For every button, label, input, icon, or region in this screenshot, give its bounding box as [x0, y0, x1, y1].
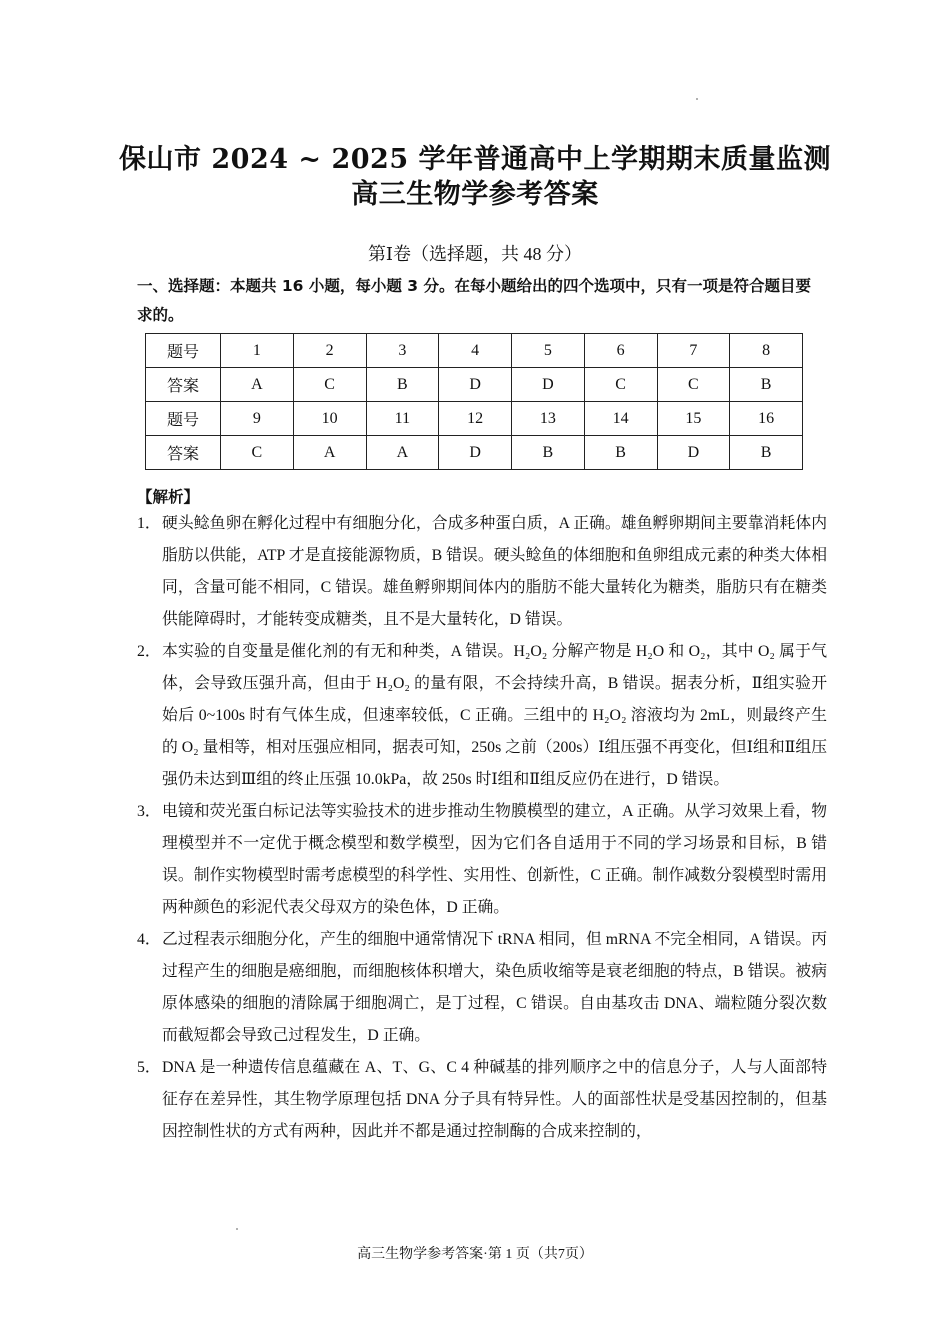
table-cell: D — [657, 436, 730, 470]
table-cell: 10 — [293, 402, 366, 436]
table-cell: D — [439, 436, 512, 470]
answer-table — [145, 333, 803, 470]
table-cell: 4 — [439, 334, 512, 368]
table-cell: D — [439, 368, 512, 402]
section-title: 第Ⅰ卷（选择题，共 48 分） — [367, 244, 583, 264]
table-cell: B — [366, 368, 439, 402]
table-cell: A — [293, 436, 366, 470]
table-cell: 7 — [657, 334, 730, 368]
item-number: 4． — [137, 931, 161, 948]
scan-speck — [696, 98, 698, 100]
table-cell: C — [584, 368, 657, 402]
table-cell: D — [512, 368, 585, 402]
item-text: 本实验的自变量是催化剂的有无和种类，A 错误。H₂O₂ 分解产物是 H₂O 和 O₂，其中 O₂ 属于气体，会导致压强升高，但由于 H₂O₂ 的量有限，不会持续升高，B 错误。据表分析，Ⅱ组实验开始后 0~100s 时有气体生成，但速率较低，C 正确。三组中的 H₂O₂ 溶液均为 2mL，则最终产生的 O₂ 量相等，相对压强应相同，据表可知，250s 之前（200s）Ⅰ组压强不再变化，但Ⅰ组和Ⅱ组压强仍未达到Ⅲ组的终止压强 10.0kPa，故 250s 时Ⅰ组和Ⅱ组反应仍在进行，D 错误。 — [162, 643, 827, 788]
row-header: 题号 — [146, 334, 221, 368]
table-cell: 8 — [730, 334, 803, 368]
table-cell: B — [730, 368, 803, 402]
row-header: 题号 — [146, 402, 221, 436]
page-footer: 高三生物学参考答案·第 1 页（共7页） — [357, 1247, 593, 1262]
table-cell: 14 — [584, 402, 657, 436]
item-text: DNA 是一种遗传信息蕴藏在 A、T、G、C 4 种碱基的排列顺序之中的信息分子，人与人面部特征存在差异性，其生物学原理包括 DNA 分子具有特异性。人的面部性状是受基因控制的，但基因控制性状的方式有两种，因此并不都是通过控制酶的合成来控制的， — [162, 1059, 827, 1140]
analysis-item — [137, 1052, 827, 1148]
table-row — [146, 368, 803, 402]
row-header: 答案 — [146, 436, 221, 470]
item-text: 电镜和荧光蛋白标记法等实验技术的进步推动生物膜模型的建立，A 正确。从学习效果上看，物理模型并不一定优于概念模型和数学模型，因为它们各自适用于不同的学习场景和目标，B 错误。制作实物模型时需考虑模型的科学性、实用性、创新性，C 正确。制作减数分裂模型时需用两种颜色的彩泥代表父母双方的染色体，D 正确。 — [162, 803, 827, 916]
table-cell: 12 — [439, 402, 512, 436]
item-number: 3． — [137, 803, 161, 820]
table-row — [146, 402, 803, 436]
table-cell: A — [366, 436, 439, 470]
item-number: 1． — [137, 515, 161, 532]
table-cell: B — [584, 436, 657, 470]
table-cell: C — [221, 436, 294, 470]
item-text: 乙过程表示细胞分化，产生的细胞中通常情况下 tRNA 相同，但 mRNA 不完全相同，A 错误。丙过程产生的细胞是癌细胞，而细胞核体积增大，染色质收缩等是衰老细胞的特点，B 错误。被病原体感染的细胞的清除属于细胞凋亡，是丁过程，C 错误。自由基攻击 DNA、端粒随分裂次数而截短都会导致己过程发生，D 正确。 — [162, 931, 827, 1044]
item-text: 硬头鲶鱼卵在孵化过程中有细胞分化，合成多种蛋白质，A 正确。雄鱼孵卵期间主要靠消耗体内脂肪以供能，ATP 才是直接能源物质，B 错误。硬头鲶鱼的体细胞和鱼卵组成元素的种类大体相同，含量可能不相同，C 错误。雄鱼孵卵期间体内的脂肪不能大量转化为糖类，脂肪只有在糖类供能障碍时，才能转变成糖类，且不是大量转化，D 错误。 — [162, 515, 827, 628]
row-header: 答案 — [146, 368, 221, 402]
table-row — [146, 436, 803, 470]
table-cell: 16 — [730, 402, 803, 436]
table-cell: C — [293, 368, 366, 402]
table-cell: 9 — [221, 402, 294, 436]
analysis-item — [137, 924, 827, 1052]
document-subtitle: 高三生物学参考答案 — [351, 179, 599, 210]
scan-speck — [236, 1228, 238, 1230]
table-cell: 5 — [512, 334, 585, 368]
table-cell: 15 — [657, 402, 730, 436]
table-cell: 6 — [584, 334, 657, 368]
analysis-item — [137, 796, 827, 924]
table-cell: B — [512, 436, 585, 470]
table-row — [146, 334, 803, 368]
table-cell: 1 — [221, 334, 294, 368]
analysis-list — [137, 508, 827, 1148]
table-cell: A — [221, 368, 294, 402]
item-number: 5． — [137, 1059, 161, 1076]
document-title: 保山市 2024 ~ 2025 学年普通高中上学期期末质量监测 — [118, 144, 831, 175]
table-cell: 2 — [293, 334, 366, 368]
table-cell: 13 — [512, 402, 585, 436]
analysis-item — [137, 508, 827, 636]
table-cell: 11 — [366, 402, 439, 436]
table-cell: B — [730, 436, 803, 470]
table-cell: 3 — [366, 334, 439, 368]
item-number: 2． — [137, 643, 161, 660]
table-cell: C — [657, 368, 730, 402]
analysis-item — [137, 636, 827, 796]
question-instructions: 一、选择题：本题共 16 小题，每小题 3 分。在每小题给出的四个选项中，只有一项是符合题目要求的。 — [137, 277, 811, 324]
analysis-label: 【解析】 — [137, 488, 200, 506]
